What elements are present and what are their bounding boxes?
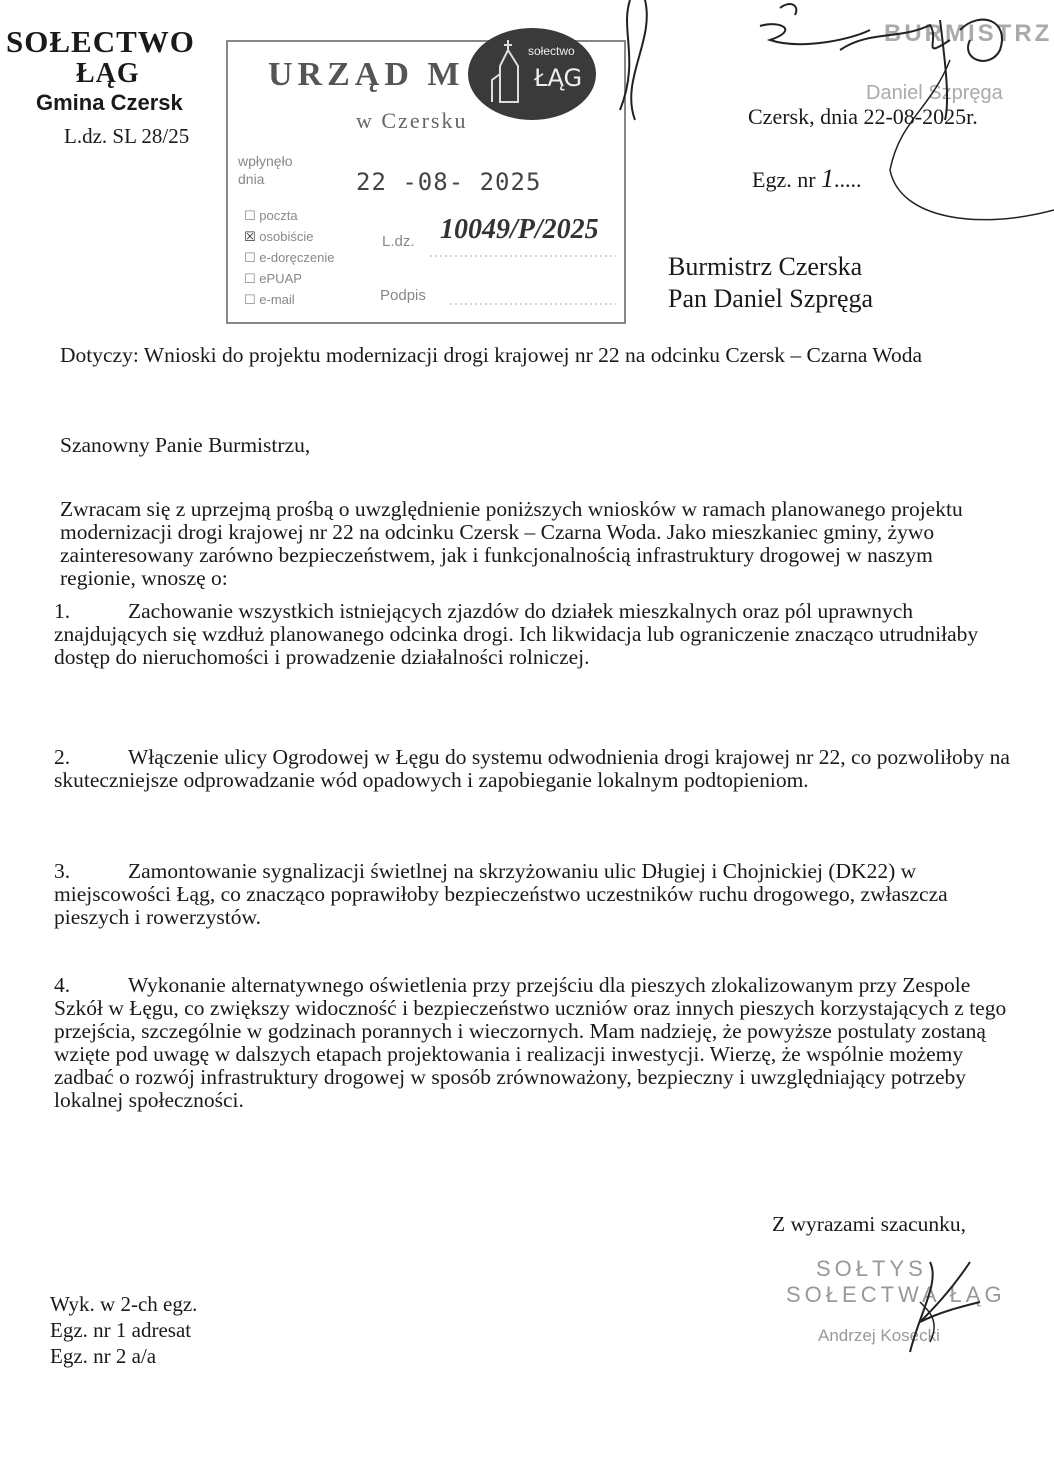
letter-intro: Zwracam się z uprzejmą prośbą o uwzględnienie poniższych wniosków w ramach planowanego projektu modernizacji drogi krajowej nr 22 na odcinku Czersk – Czarna Woda. Jako mieszkaniec gminy, żywo zainteresowany zarówno bezpieczeństwem, jak i funkcjonalnością infrastruktury drogowej w naszym regionie, wnoszę o: <box>60 497 963 590</box>
stamp-received-date: 22 -08- 2025 <box>356 168 542 196</box>
stamp-ldz-handwritten: 10049/P/2025 <box>440 214 599 245</box>
footer-copy-2: Egz. nr 2 a/a <box>50 1344 157 1368</box>
soltys-stamp-name: Andrzej Kosecki <box>818 1326 940 1345</box>
letter-closing: Z wyrazami szacunku, <box>772 1212 967 1236</box>
stamp-option-label: e-mail <box>259 292 295 307</box>
stamp-option-epuap <box>244 271 302 287</box>
checkbox-icon: ☐ <box>244 250 256 265</box>
sender-village: ŁĄG <box>76 58 140 89</box>
request-text: Zamontowanie sygnalizacji świetlnej na skrzyżowaniu ulic Długiej i Chojnickiej (DK22) w miejscowości Łąg, co znacząco poprawiłoby bezpieczeństwo uczestników ruchu drogowego, zwłaszcza pieszych i rowerzystów. <box>54 859 948 929</box>
stamp-option-mail <box>244 208 298 224</box>
copy-number-value: 1 <box>821 164 835 193</box>
sender-gmina: Gmina Czersk <box>36 90 183 115</box>
stamp-office-city: w Czersku <box>356 108 468 133</box>
request-number: 2. <box>54 745 71 769</box>
footer-copy-1: Egz. nr 1 adresat <box>50 1318 192 1342</box>
stamp-option-edelivery <box>244 250 334 266</box>
letter-salutation: Szanowny Panie Burmistrzu, <box>60 433 311 457</box>
stamp-received-label: wpłynęło dnia <box>238 153 293 187</box>
request-item <box>54 600 1014 669</box>
request-text: Zachowanie wszystkich istniejących zjazdów do działek mieszkalnych oraz pól uprawnych znajdujących się wzdłuż planowanego odcinka drogi. Ich likwidacja lub ograniczenie znacząco utrudniłaby dostęp do nieruchomości i prowadzenie działalności rolniczej. <box>54 599 979 669</box>
request-item <box>54 860 1014 929</box>
stamp-option-label: osobiście <box>259 229 314 244</box>
soltys-signature <box>860 1252 1000 1362</box>
checkbox-checked-icon: ☒ <box>244 229 256 244</box>
stamp-option-in-person <box>244 229 313 245</box>
church-icon <box>488 36 528 106</box>
copy-number <box>752 164 862 194</box>
checkbox-icon: ☐ <box>244 271 256 286</box>
badge-village-name: ŁĄG <box>534 64 583 92</box>
reference-number: L.dz. SL 28/25 <box>64 124 190 148</box>
recipient-title: Burmistrz Czerska <box>668 252 863 281</box>
request-number: 3. <box>54 859 71 883</box>
soltys-stamp-title: SOŁTYS <box>816 1256 927 1281</box>
letter-subject: Dotyczy: Wnioski do projektu modernizacji drogi krajowej nr 22 na odcinku Czersk – Czarna Woda <box>60 343 923 367</box>
stamp-dotted-lines <box>420 248 620 308</box>
mayor-stamp-name: Daniel Szpręga <box>866 82 1003 104</box>
stamp-option-email <box>244 292 295 308</box>
request-text: Wykonanie alternatywnego oświetlenia przy przejściu dla pieszych zlokalizowanym przy Zespole Szkół w Łęgu, co zwiększy widoczność i bezpieczeństwo uczniów oraz innych pieszych korzystających z tego przejścia, szczególnie w godzinach porannych i wieczornych. Mam nadzieję, że powyższe postulaty zostaną wzięte pod uwagę w dalszych etapach projektowania i realizacji inwestycji. Wierzę, że wspólnie możemy zadbać o rozwój infrastruktury drogowej w sposób zrównoważony, bezpieczny i uwzględniający potrzeby lokalnej społeczności. <box>54 973 1007 1112</box>
stamp-office-title: URZĄD M <box>268 56 465 93</box>
request-text: Włączenie ulicy Ogrodowej w Łęgu do systemu odwodnienia drogi krajowej nr 22, co pozwoliłoby na skuteczniejsze odprowadzanie wód opadowych i zapobieganie lokalnym podtopieniom. <box>54 745 1010 792</box>
request-number: 4. <box>54 973 71 997</box>
soltys-stamp-org: SOŁECTWA ŁĄG <box>786 1282 1006 1307</box>
stamp-ldz-label: L.dz. <box>382 233 415 250</box>
checkbox-icon: ☐ <box>244 208 256 223</box>
checkbox-icon: ☐ <box>244 292 256 307</box>
copy-number-label: Egz. nr <box>752 167 816 192</box>
footer-copies: Wyk. w 2-ch egz. <box>50 1292 198 1316</box>
place-and-date: Czersk, dnia 22-08-2025r. <box>748 104 978 129</box>
badge-label: sołectwo <box>528 44 575 58</box>
copy-number-dots: ..... <box>834 167 862 192</box>
request-item <box>54 974 1014 1112</box>
stamp-option-label: poczta <box>259 208 298 223</box>
stamp-signature-label: Podpis <box>380 287 426 304</box>
stamp-option-label: e-doręczenie <box>259 250 335 265</box>
mayor-stamp-title: BURMISTRZ <box>884 20 1053 47</box>
request-item <box>54 746 1014 792</box>
stamp-option-label: ePUAP <box>259 271 302 286</box>
recipient-name: Pan Daniel Szpręga <box>668 284 874 313</box>
request-number: 1. <box>54 599 71 623</box>
sender-organization: SOŁECTWO <box>6 24 195 59</box>
